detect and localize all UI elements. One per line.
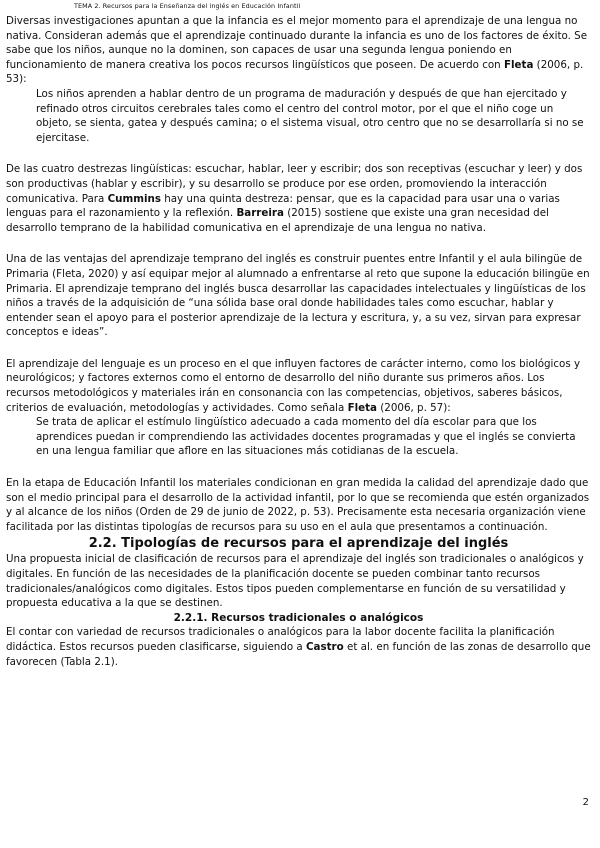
author-citation: Fleta (347, 401, 377, 414)
paragraph-5: En la etapa de Educación Infantil los materiales condicionan en gran medida la calidad del aprendizaje dado que son el medio principal para el desarrollo de la actividad infantil, por lo que se recomienda que estén organizados y al alcance de los niños (Orden de 29 de junio de 2022, p. 53). Precisamente esta necesaria organización viene facilitada por las distintas tipologías de recursos para su uso en el aula que presentamos a continuación. (6, 477, 590, 533)
text-run: (2006, p. 57): (377, 401, 451, 414)
block-quote-1: Los niños aprenden a hablar dentro de un programa de maduración y después de que han ejercitado y refinado otros circuitos cerebrales tales como el centro del control motor, por el que el niño coge un objeto, se sienta, gatea y después camina; o el sistema visual, otro centro que no se desarrollaría si no se ejercitase. (36, 87, 584, 144)
text-run: et al. en función de las zonas de desarrollo que favorecen (Tabla 2.1). (6, 640, 591, 668)
paragraph-gap (6, 235, 591, 252)
paragraph-6: Una propuesta inicial de clasificación de recursos para el aprendizaje del inglés son tradicionales o analógicos y digitales. En función de las necesidades de la planificación docente se pueden combinar tanto recursos tradicionales/analógicos como digitales. Estos tipos pueden complementarse en función de su versatilidad y propuesta educativa a la que se destinen. (6, 553, 584, 610)
paragraph-4 (6, 357, 591, 415)
paragraph-2 (6, 162, 591, 235)
page-number: 2 (582, 797, 589, 808)
paragraph-gap (6, 459, 591, 476)
text-run: De las cuatro destrezas lingüísticas: escuchar, hablar, leer y escribir; dos son receptivas (escuchar y leer) y dos son productivas (hablar y escribir), y su desarrollo se produce por ese orden, promoviendo la interacción comunicativa. Para (6, 163, 583, 205)
running-header: TEMA 2. Recursos para la Enseñanza del inglés en Educación Infantil (74, 2, 301, 10)
paragraph-gap (6, 145, 591, 162)
paragraph-gap (6, 340, 591, 357)
author-citation: Fleta (503, 58, 534, 71)
author-citation: Barreira (236, 207, 284, 220)
subsection-heading: 2.2.1. Recursos tradicionales o analógicos (173, 611, 424, 624)
text-run: El contar con variedad de recursos tradicionales o analógicos para la labor docente facilita la planificación didáctica. Estos recursos pueden clasificarse, siguiendo a (6, 626, 555, 653)
text-run: (2015) sostiene que existe una gran necesidad del desarrollo temprano de la habilidad comunicativa en el aprendizaje de una lengua no nativa. (6, 207, 549, 234)
paragraph-1 (6, 14, 591, 87)
section-heading: 2.2. Tipologías de recursos para el aprendizaje del inglés (88, 536, 509, 552)
text-run: Diversas investigaciones apuntan a que la infancia es el mejor momento para el aprendizaje de una lengua no nativa. Consideran además que el aprendizaje continuado durante la infancia es uno de los factores de éxito. Se sabe que los niños, aunque no la dominen, son capaces de usar una segunda lengua poniendo en funcionamiento de manera creativa los pocos recursos lingüísticos que poseen. De acuerdo con (6, 15, 588, 71)
text-run: (2006, p. 53): (6, 58, 584, 86)
text-run: El aprendizaje del lenguaje es un proceso en el que influyen factores de carácter interno, como los biológicos y neurológicos; y factores externos como el entorno de desarrollo del niño durante sus primeros años. Los recursos metodológicos y materiales irán en consonancia con las competencias, objetivos, saberes básicos, criterios de evaluación, metodologías y actividades. Como señala (6, 357, 581, 414)
document-body (6, 14, 591, 669)
paragraph-7 (6, 625, 591, 669)
author-citation: Castro (306, 640, 344, 653)
author-citation: Cummins (107, 192, 161, 205)
paragraph-3: Una de las ventajas del aprendizaje temprano del inglés es construir puentes entre Infantil y el aula bilingüe de Primaria (Fleta, 2020) y así equipar mejor al alumnado a enfrentarse al reto que supone la educación bilingüe en Primaria. El aprendizaje temprano del inglés busca desarrollar las capacidades intelectuales y lingüísticas de los niños a través de la adquisición de “una sólida base oral donde habilidades tales como escuchar, hablar y entender sean el apoyo para el posterior aprendizaje de la lectura y escritura, y, a su vez, sirvan para expresar conceptos e ideas”. (6, 253, 590, 339)
block-quote-2: Se trata de aplicar el estímulo lingüístico adecuado a cada momento del día escolar para que los aprendices puedan ir comprendiendo las actividades docentes programadas y que el inglés se convierta en una lengua familiar que aflore en las situaciones más cotidianas de la escuela. (36, 416, 576, 458)
text-run: hay una quinta destreza: pensar, que es la capacidad para usar una o varias lenguas para el razonamiento y la reflexión. (6, 192, 560, 220)
